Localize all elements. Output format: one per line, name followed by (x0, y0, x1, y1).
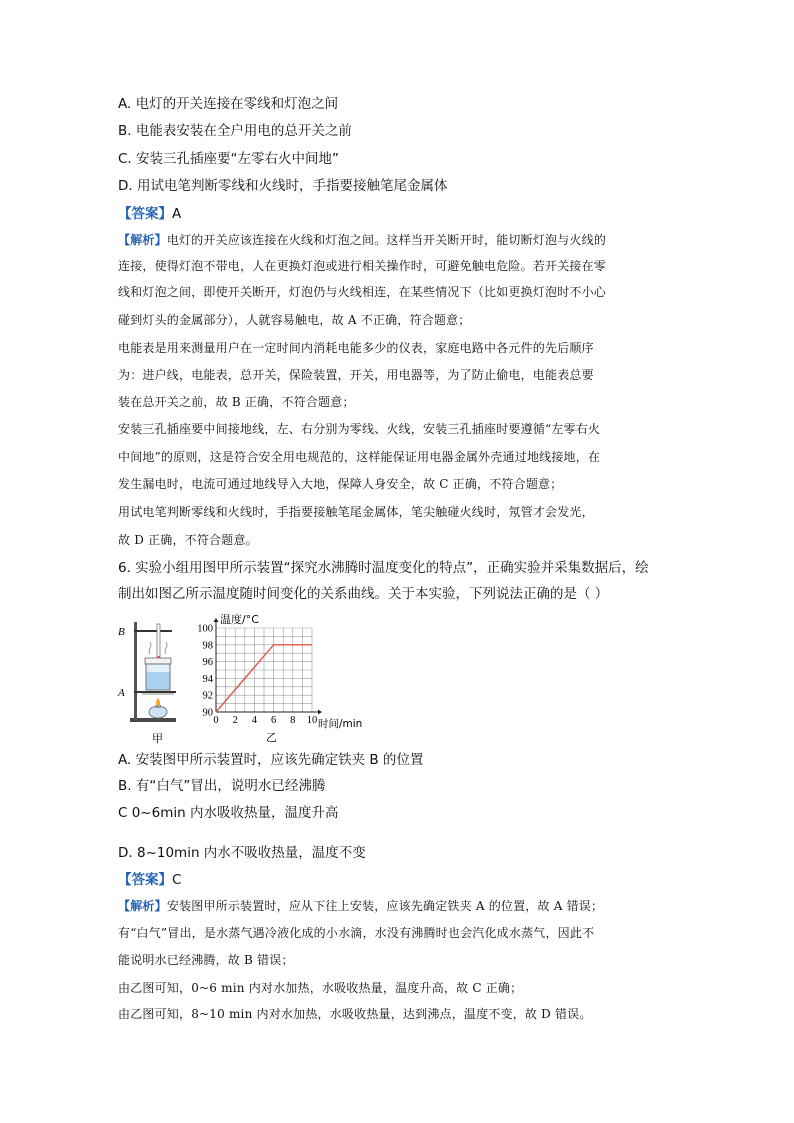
figure-label-yi: 乙 (266, 731, 277, 744)
x-tick-label: 10 (306, 715, 318, 726)
figure-label-jia: 甲 (152, 732, 163, 745)
analysis-line: 电能表是用来测量用户在一定时间内消耗电能多少的仪表，家庭电路中各元件的先后顺序 (118, 341, 594, 355)
answer-value: C (172, 872, 182, 888)
x-axis-label: 时间/min (318, 718, 363, 730)
x-tick-label: 6 (270, 715, 277, 726)
analysis-line: 由乙图可知，8~10 min 内对水加热，水吸收热量，达到沸点，温度不变，故 D 错误。 (118, 1007, 592, 1021)
answer-value: A (172, 206, 182, 222)
analysis-line: 故 D 正确，不符合题意。 (118, 533, 258, 547)
y-tick-label: 90 (202, 707, 213, 719)
q6-answer (118, 870, 181, 890)
q6-option-d: D. 8~10min 内水不吸收热量，温度不变 (118, 845, 366, 861)
analysis-line: 【解析】安装图甲所示装置时，应从下往上安装，应该先确定铁夹 A 的位置，故 A 错误； (118, 899, 604, 913)
q5-option-d: D. 用试电笔判断零线和火线时，手指要接触笔尾金属体 (118, 178, 448, 194)
y-tick-label: 98 (202, 640, 213, 652)
q6-stem-line1: 6. 实验小组用图甲所示装置“探究水沸腾时温度变化的特点”，正确实验并采集数据后，绘 (118, 560, 649, 576)
analysis-line: 连接，使得灯泡不带电，人在更换灯泡或进行相关操作时，可避免触电危险。若开关接在零 (118, 259, 607, 273)
x-tick-label: 8 (290, 715, 296, 726)
x-axis-arrow (318, 710, 322, 715)
analysis-tag: 【解析】 (118, 233, 167, 247)
q6-stem-line2: 制出如图乙所示温度随时间变化的关系曲线。关于本实验，下列说法正确的是（ ） (118, 586, 609, 602)
analysis-line: 线和灯泡之间，即使开关断开，灯泡仍与火线相连，在某些情况下（比如更换灯泡时不小心 (118, 285, 607, 299)
stand-rod (134, 622, 137, 720)
q6-option-a: A. 安装图甲所示装置时，应该先确定铁夹 B 的位置 (118, 752, 424, 768)
analysis-line: 中间地”的原则，这是符合安全用电规范的，这样能保证用电器金属外壳通过地线接地，在 (118, 450, 601, 464)
q6-option-c: C 0~6min 内水吸收热量，温度升高 (118, 805, 339, 821)
analysis-line: 能说明水已经沸腾，故 B 错误； (118, 953, 294, 967)
analysis-line: 安装三孔插座要中间接地线，左、右分别为零线、火线，安装三孔插座时要遵循“左零右火 (118, 422, 601, 436)
q5-answer (118, 204, 181, 224)
x-tick-label: 2 (232, 715, 238, 726)
y-axis-label: 温度/°C (220, 613, 259, 626)
temperature-chart (188, 610, 378, 746)
x-tick-label: 0 (213, 715, 219, 726)
y-tick-label: 92 (202, 690, 213, 702)
q5-option-b: B. 电能表安装在全户用电的总开关之前 (118, 123, 352, 139)
analysis-line: 由乙图可知，0~6 min 内对水加热，水吸收热量，温度升高，故 C 正确； (118, 981, 523, 995)
analysis-line: 装在总开关之前，故 B 正确，不符合题意； (118, 395, 355, 409)
analysis-line: 为：进户线，电能表，总开关，保险装置，开关，用电器等，为了防止偷电，电能表总要 (118, 368, 594, 382)
analysis-line: 有“白气”冒出，是水蒸气遇冷液化成的小水滴，水没有沸腾时也会汽化成水蒸气，因此不 (118, 926, 595, 940)
q6-option-b: B. 有“白气”冒出，说明水已经沸腾 (118, 778, 326, 794)
analysis-line: 碰到灯头的金属部分），人就容易触电，故 A 不正确，符合题意； (118, 313, 471, 327)
y-tick-label: 94 (202, 673, 213, 685)
y-axis-arrow (214, 618, 219, 622)
answer-tag: 【答案】 (118, 872, 172, 888)
answer-tag: 【答案】 (118, 206, 172, 222)
y-tick-label: 100 (197, 623, 213, 635)
x-tick-label: 4 (251, 715, 258, 726)
label-b: B (118, 626, 125, 638)
q5-option-a: A. 电灯的开关连接在零线和灯泡之间 (118, 96, 339, 112)
y-tick-label: 96 (202, 657, 213, 669)
analysis-line: 用试电笔判断零线和火线时，手指要接触笔尾金属体，笔尖触碰火线时，氖管才会发光， (118, 505, 594, 519)
analysis-tag: 【解析】 (118, 899, 167, 913)
analysis-line: 【解析】电灯的开关应该连接在火线和灯泡之间。这样当开关断开时，能切断灯泡与火线的 (118, 233, 607, 247)
analysis-line: 发生漏电时，电流可通过地线导入大地，保障人身安全，故 C 正确，不符合题意； (118, 477, 563, 491)
apparatus-figure (112, 614, 188, 746)
q5-option-c: C. 安装三孔插座要“左零右火中间地” (118, 151, 339, 167)
label-a: A (118, 687, 125, 699)
